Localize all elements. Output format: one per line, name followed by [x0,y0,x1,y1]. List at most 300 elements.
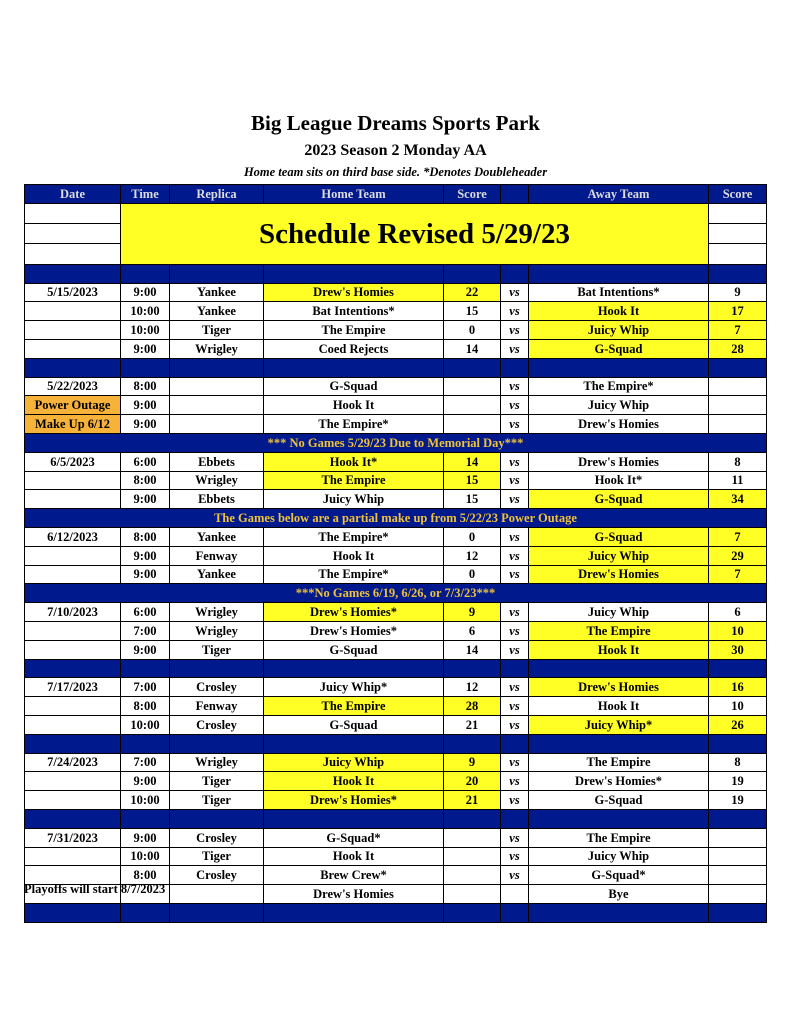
separator-cell [444,809,501,828]
replica-cell: Wrigley [170,471,264,490]
blank-cell [709,244,767,264]
playoffs-note: Playoffs will start 8/7/2023 [24,882,166,896]
time-cell: 8:00 [121,697,170,716]
away-score-cell: 17 [709,302,767,321]
home-team-cell: Hook It [264,847,444,866]
col-header: Date [25,185,121,204]
separator-cell [264,734,444,753]
game-row [25,828,767,847]
separator-cell [444,659,501,678]
separator-cell [709,358,767,377]
home-score-cell: 0 [444,527,501,546]
vs-cell: vs [501,377,529,396]
date-label-cell: Make Up 6/12 [25,415,121,434]
home-score-cell: 15 [444,302,501,321]
time-cell: 6:00 [121,603,170,622]
separator-cell [501,903,529,922]
separator-cell [25,659,121,678]
note-text: ***No Games 6/19, 6/26, or 7/3/23*** [25,584,767,603]
away-team-cell: Drew's Homies [529,565,709,584]
separator-cell [529,659,709,678]
away-team-cell: The Empire [529,621,709,640]
separator-cell [529,358,709,377]
game-row [25,471,767,490]
col-header: Away Team [529,185,709,204]
replica-cell: Wrigley [170,753,264,772]
game-row [25,302,767,321]
away-score-cell: 19 [709,772,767,791]
separator-cell [170,264,264,283]
date-cell: 7/17/2023 [25,678,121,697]
away-team-cell: Juicy Whip [529,603,709,622]
home-team-cell: G-Squad* [264,828,444,847]
away-team-cell: Juicy Whip [529,396,709,415]
home-team-cell: Hook It [264,546,444,565]
game-row [25,396,767,415]
separator-cell [264,358,444,377]
note-row [25,509,767,528]
date-cell: 7/24/2023 [25,753,121,772]
replica-cell [170,885,264,904]
time-cell: 9:00 [121,828,170,847]
note-row [25,433,767,452]
home-score-cell [444,866,501,885]
home-score-cell: 12 [444,678,501,697]
home-team-cell: Hook It [264,396,444,415]
away-score-cell: 7 [709,321,767,340]
home-score-cell: 21 [444,791,501,810]
game-row [25,621,767,640]
replica-cell: Crosley [170,678,264,697]
separator-cell [529,809,709,828]
home-score-cell: 15 [444,471,501,490]
replica-cell: Crosley [170,866,264,885]
vs-cell: vs [501,866,529,885]
home-score-cell: 28 [444,697,501,716]
time-cell: 7:00 [121,753,170,772]
time-cell: 9:00 [121,490,170,509]
home-team-cell: Bat Intentions* [264,302,444,321]
separator-cell [444,358,501,377]
separator-cell [121,264,170,283]
separator-cell [501,809,529,828]
home-score-cell: 9 [444,603,501,622]
date-cell [25,847,121,866]
home-team-cell: Drew's Homies [264,885,444,904]
time-cell: 9:00 [121,283,170,302]
game-row [25,847,767,866]
revised-banner: Schedule Revised 5/29/23 [121,203,709,264]
game-row [25,772,767,791]
home-score-cell: 12 [444,546,501,565]
vs-cell: vs [501,621,529,640]
home-score-cell: 20 [444,772,501,791]
replica-cell: Ebbets [170,452,264,471]
away-team-cell: Drew's Homies [529,678,709,697]
replica-cell [170,415,264,434]
separator-cell [709,264,767,283]
game-row [25,678,767,697]
separator-cell [121,809,170,828]
time-cell: 7:00 [121,621,170,640]
col-header: Score [709,185,767,204]
home-team-cell: Juicy Whip [264,490,444,509]
away-score-cell: 9 [709,283,767,302]
replica-cell: Yankee [170,283,264,302]
game-row [25,452,767,471]
replica-cell: Tiger [170,772,264,791]
date-cell [25,546,121,565]
separator-row [25,264,767,283]
home-team-cell: G-Squad [264,640,444,659]
home-score-cell: 0 [444,565,501,584]
col-header: Time [121,185,170,204]
note-text: The Games below are a partial make up from 5/22/23 Power Outage [25,509,767,528]
separator-cell [264,903,444,922]
away-score-cell: 34 [709,490,767,509]
away-team-cell: G-Squad* [529,866,709,885]
separator-cell [709,903,767,922]
home-score-cell: 6 [444,621,501,640]
away-team-cell: G-Squad [529,791,709,810]
time-cell: 8:00 [121,471,170,490]
home-team-cell: Hook It* [264,452,444,471]
col-header: Home Team [264,185,444,204]
game-row [25,283,767,302]
away-team-cell: G-Squad [529,339,709,358]
date-cell: 5/22/2023 [25,377,121,396]
game-row [25,527,767,546]
home-team-cell: The Empire [264,321,444,340]
date-cell [25,471,121,490]
home-score-cell: 21 [444,715,501,734]
home-score-cell: 22 [444,283,501,302]
home-score-cell: 15 [444,490,501,509]
note-row [25,584,767,603]
time-cell: 8:00 [121,866,170,885]
vs-cell: vs [501,603,529,622]
away-team-cell: Bye [529,885,709,904]
vs-cell: vs [501,697,529,716]
schedule-table [24,184,767,923]
vs-cell: vs [501,715,529,734]
date-cell [25,640,121,659]
separator-cell [170,809,264,828]
date-cell [25,697,121,716]
home-team-cell: Juicy Whip* [264,678,444,697]
away-score-cell: 19 [709,791,767,810]
vs-cell: vs [501,302,529,321]
replica-cell: Crosley [170,828,264,847]
date-cell [25,715,121,734]
replica-cell: Yankee [170,302,264,321]
away-team-cell: Hook It [529,302,709,321]
home-team-cell: Drew's Homies* [264,603,444,622]
time-cell: 10:00 [121,715,170,734]
home-team-cell: Drew's Homies [264,283,444,302]
away-score-cell: 29 [709,546,767,565]
replica-cell: Fenway [170,546,264,565]
separator-cell [25,903,121,922]
home-score-cell: 14 [444,452,501,471]
vs-cell: vs [501,753,529,772]
away-team-cell: Juicy Whip* [529,715,709,734]
home-team-cell: Drew's Homies* [264,621,444,640]
time-cell: 9:00 [121,546,170,565]
separator-cell [501,358,529,377]
home-team-cell: Hook It [264,772,444,791]
away-score-cell [709,885,767,904]
separator-cell [25,358,121,377]
vs-cell: vs [501,321,529,340]
away-team-cell: Bat Intentions* [529,283,709,302]
separator-row [25,903,767,922]
vs-cell: vs [501,565,529,584]
away-team-cell: G-Squad [529,490,709,509]
date-cell: 7/10/2023 [25,603,121,622]
away-team-cell: G-Squad [529,527,709,546]
date-cell: 5/15/2023 [25,283,121,302]
vs-cell: vs [501,452,529,471]
game-row [25,715,767,734]
separator-cell [444,903,501,922]
replica-cell: Ebbets [170,490,264,509]
page-title: Big League Dreams Sports Park [251,111,540,135]
game-row [25,791,767,810]
game-row [25,490,767,509]
separator-cell [264,264,444,283]
away-team-cell: Juicy Whip [529,546,709,565]
away-score-cell: 26 [709,715,767,734]
page-note: Home team sits on third base side. *Denotes Doubleheader [243,165,548,179]
time-cell: 8:00 [121,377,170,396]
banner-row [25,203,767,223]
separator-cell [444,264,501,283]
separator-row [25,358,767,377]
time-cell: 10:00 [121,791,170,810]
table-header-row [25,185,767,204]
replica-cell: Wrigley [170,339,264,358]
date-label-cell: Power Outage [25,396,121,415]
date-cell: 7/31/2023 [25,828,121,847]
time-cell: 9:00 [121,415,170,434]
separator-cell [121,734,170,753]
separator-cell [170,734,264,753]
separator-cell [264,809,444,828]
home-team-cell: Coed Rejects [264,339,444,358]
col-header [501,185,529,204]
col-header: Score [444,185,501,204]
away-team-cell: Hook It [529,697,709,716]
separator-cell [709,734,767,753]
separator-cell [121,358,170,377]
home-score-cell [444,828,501,847]
vs-cell: vs [501,791,529,810]
replica-cell [170,377,264,396]
game-row [25,640,767,659]
time-cell: 10:00 [121,847,170,866]
separator-cell [529,734,709,753]
time-cell: 10:00 [121,302,170,321]
vs-cell: vs [501,772,529,791]
vs-cell [501,885,529,904]
home-team-cell: The Empire* [264,415,444,434]
separator-cell [25,809,121,828]
away-team-cell: Drew's Homies [529,415,709,434]
vs-cell: vs [501,828,529,847]
time-cell: 9:00 [121,565,170,584]
date-cell [25,302,121,321]
away-team-cell: Hook It [529,640,709,659]
away-team-cell: Drew's Homies [529,452,709,471]
game-row [25,603,767,622]
game-row [25,753,767,772]
away-team-cell: Hook It* [529,471,709,490]
away-team-cell: The Empire [529,753,709,772]
time-cell: 6:00 [121,452,170,471]
home-team-cell: Brew Crew* [264,866,444,885]
vs-cell: vs [501,415,529,434]
separator-cell [264,659,444,678]
vs-cell: vs [501,546,529,565]
blank-cell [25,203,121,223]
away-score-cell [709,828,767,847]
replica-cell: Tiger [170,847,264,866]
home-team-cell: The Empire* [264,565,444,584]
home-team-cell: The Empire* [264,527,444,546]
note-text: *** No Games 5/29/23 Due to Memorial Day*** [25,433,767,452]
away-team-cell: The Empire* [529,377,709,396]
replica-cell: Wrigley [170,621,264,640]
home-score-cell: 9 [444,753,501,772]
home-score-cell [444,377,501,396]
date-cell [25,339,121,358]
home-team-cell: The Empire [264,471,444,490]
away-team-cell: Juicy Whip [529,321,709,340]
time-cell: 9:00 [121,339,170,358]
away-score-cell [709,866,767,885]
home-score-cell: 0 [444,321,501,340]
blank-cell [709,224,767,244]
away-score-cell: 28 [709,339,767,358]
away-score-cell: 30 [709,640,767,659]
replica-cell [170,396,264,415]
separator-cell [529,264,709,283]
home-team-cell: Drew's Homies* [264,791,444,810]
separator-cell [25,734,121,753]
away-team-cell: Juicy Whip [529,847,709,866]
away-team-cell: The Empire [529,828,709,847]
replica-cell: Yankee [170,565,264,584]
home-team-cell: Juicy Whip [264,753,444,772]
blank-cell [709,203,767,223]
replica-cell: Tiger [170,791,264,810]
separator-cell [170,903,264,922]
away-score-cell: 7 [709,565,767,584]
separator-cell [709,659,767,678]
separator-cell [529,903,709,922]
away-score-cell [709,415,767,434]
home-score-cell [444,415,501,434]
separator-cell [170,659,264,678]
home-team-cell: The Empire [264,697,444,716]
away-score-cell: 11 [709,471,767,490]
game-row [25,339,767,358]
separator-cell [709,809,767,828]
away-team-cell: Drew's Homies* [529,772,709,791]
time-cell: 8:00 [121,527,170,546]
game-row [25,546,767,565]
separator-cell [444,734,501,753]
date-cell [25,772,121,791]
separator-cell [501,264,529,283]
separator-cell [121,903,170,922]
time-cell: 10:00 [121,321,170,340]
date-cell [25,621,121,640]
separator-cell [121,659,170,678]
game-row [25,415,767,434]
away-score-cell: 10 [709,697,767,716]
separator-cell [25,264,121,283]
vs-cell: vs [501,847,529,866]
vs-cell: vs [501,471,529,490]
time-cell: 9:00 [121,772,170,791]
away-score-cell: 7 [709,527,767,546]
away-score-cell [709,377,767,396]
away-score-cell: 10 [709,621,767,640]
blank-cell [25,224,121,244]
vs-cell: vs [501,640,529,659]
vs-cell: vs [501,283,529,302]
away-score-cell: 8 [709,452,767,471]
time-cell: 9:00 [121,396,170,415]
vs-cell: vs [501,527,529,546]
replica-cell: Tiger [170,321,264,340]
separator-cell [501,659,529,678]
home-team-cell: G-Squad [264,715,444,734]
col-header: Replica [170,185,264,204]
home-score-cell: 14 [444,640,501,659]
away-score-cell: 6 [709,603,767,622]
vs-cell: vs [501,339,529,358]
replica-cell: Yankee [170,527,264,546]
home-score-cell: 14 [444,339,501,358]
separator-row [25,734,767,753]
vs-cell: vs [501,490,529,509]
time-cell: 7:00 [121,678,170,697]
home-score-cell [444,396,501,415]
date-cell: 6/5/2023 [25,452,121,471]
vs-cell: vs [501,396,529,415]
away-score-cell: 8 [709,753,767,772]
blank-cell [25,244,121,264]
game-row [25,697,767,716]
replica-cell: Fenway [170,697,264,716]
separator-row [25,809,767,828]
separator-cell [501,734,529,753]
time-cell: 9:00 [121,640,170,659]
date-cell: 6/12/2023 [25,527,121,546]
away-score-cell [709,396,767,415]
home-team-cell: G-Squad [264,377,444,396]
page-subtitle: 2023 Season 2 Monday AA [304,142,487,159]
vs-cell: vs [501,678,529,697]
game-row [25,565,767,584]
home-score-cell [444,885,501,904]
replica-cell: Tiger [170,640,264,659]
separator-row [25,659,767,678]
separator-cell [170,358,264,377]
